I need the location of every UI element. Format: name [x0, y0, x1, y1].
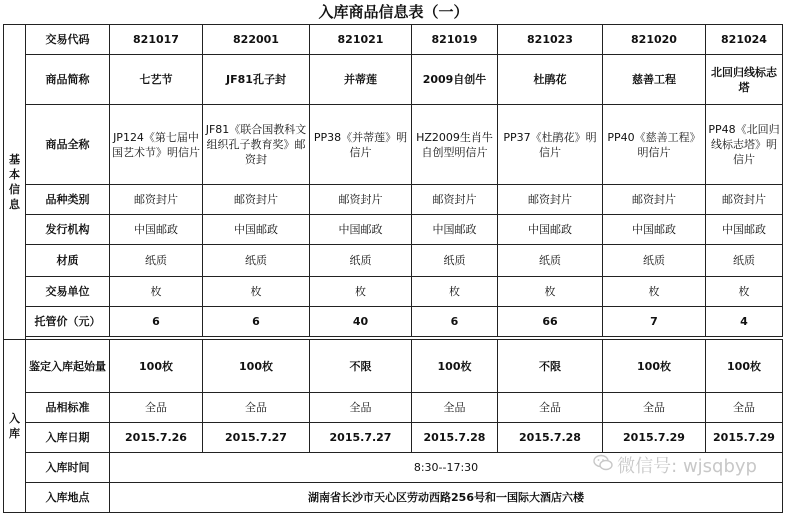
- cell-code: 821024: [706, 25, 783, 55]
- row-date: [4, 423, 783, 453]
- cell-min-qty: 100枚: [706, 340, 783, 393]
- cell-issuer: 中国邮政: [706, 215, 783, 245]
- cell-date: 2015.7.27: [310, 423, 412, 453]
- row-price: [4, 307, 783, 337]
- cell-date: 2015.7.27: [203, 423, 310, 453]
- label-issuer: 发行机构: [26, 215, 110, 245]
- row-short-name: [4, 55, 783, 105]
- cell-short-name: 七艺节: [110, 55, 203, 105]
- cell-min-qty: 100枚: [603, 340, 706, 393]
- cell-place: 湖南省长沙市天心区劳动西路256号和一国际大酒店六楼: [110, 483, 783, 513]
- cell-short-name: JF81孔子封: [203, 55, 310, 105]
- row-material: [4, 245, 783, 277]
- cell-material: 纸质: [203, 245, 310, 277]
- cell-issuer: 中国邮政: [498, 215, 603, 245]
- cell-issuer: 中国邮政: [412, 215, 498, 245]
- cell-material: 纸质: [412, 245, 498, 277]
- cell-price: 6: [110, 307, 203, 337]
- cell-date: 2015.7.29: [603, 423, 706, 453]
- cell-code: 821023: [498, 25, 603, 55]
- cell-unit: 枚: [203, 277, 310, 307]
- row-issuer: [4, 215, 783, 245]
- cell-code: 822001: [203, 25, 310, 55]
- cell-unit: 枚: [603, 277, 706, 307]
- label-unit: 交易单位: [26, 277, 110, 307]
- cell-full-name: PP37《杜鹃花》明信片: [498, 105, 603, 185]
- watermark-text: 微信号: wjsqbyp: [617, 456, 757, 477]
- cell-price: 4: [706, 307, 783, 337]
- cell-min-qty: 100枚: [110, 340, 203, 393]
- cell-category: 邮资封片: [412, 185, 498, 215]
- cell-min-qty: 100枚: [412, 340, 498, 393]
- cell-unit: 枚: [110, 277, 203, 307]
- section-basic-info: 基 本 信 息: [4, 25, 26, 340]
- row-place: [4, 483, 783, 513]
- cell-issuer: 中国邮政: [203, 215, 310, 245]
- cell-code: 821017: [110, 25, 203, 55]
- cell-category: 邮资封片: [110, 185, 203, 215]
- cell-grade: 全品: [706, 393, 783, 423]
- cell-date: 2015.7.26: [110, 423, 203, 453]
- label-date: 入库日期: [26, 423, 110, 453]
- label-min-qty: 鉴定入库起始量: [26, 340, 110, 393]
- label-short-name: 商品简称: [26, 55, 110, 105]
- row-grade: [4, 393, 783, 423]
- wechat-watermark: [593, 452, 757, 478]
- product-info-table: [3, 24, 783, 513]
- cell-price: 6: [203, 307, 310, 337]
- label-code: 交易代码: [26, 25, 110, 55]
- cell-full-name: JP124《第七届中国艺术节》明信片: [110, 105, 203, 185]
- cell-price: 66: [498, 307, 603, 337]
- cell-unit: 枚: [412, 277, 498, 307]
- cell-code: 821021: [310, 25, 412, 55]
- label-price: 托管价（元）: [26, 307, 110, 337]
- cell-full-name: PP40《慈善工程》明信片: [603, 105, 706, 185]
- cell-category: 邮资封片: [203, 185, 310, 215]
- cell-code: 821020: [603, 25, 706, 55]
- page-title: 入库商品信息表（一）: [318, 3, 469, 21]
- cell-short-name: 2009自创牛: [412, 55, 498, 105]
- cell-date: 2015.7.28: [498, 423, 603, 453]
- cell-grade: 全品: [310, 393, 412, 423]
- cell-grade: 全品: [498, 393, 603, 423]
- cell-grade: 全品: [412, 393, 498, 423]
- label-grade: 品相标准: [26, 393, 110, 423]
- row-full-name: [4, 105, 783, 185]
- cell-grade: 全品: [203, 393, 310, 423]
- cell-unit: 枚: [310, 277, 412, 307]
- label-material: 材质: [26, 245, 110, 277]
- cell-issuer: 中国邮政: [310, 215, 412, 245]
- cell-min-qty: 不限: [310, 340, 412, 393]
- cell-material: 纸质: [603, 245, 706, 277]
- wechat-icon: [593, 454, 613, 476]
- cell-date: 2015.7.28: [412, 423, 498, 453]
- cell-short-name: 并蒂莲: [310, 55, 412, 105]
- cell-date: 2015.7.29: [706, 423, 783, 453]
- cell-category: 邮资封片: [706, 185, 783, 215]
- cell-short-name: 杜鹃花: [498, 55, 603, 105]
- label-time: 入库时间: [26, 453, 110, 483]
- cell-category: 邮资封片: [498, 185, 603, 215]
- cell-short-name: 北回归线标志塔: [706, 55, 783, 105]
- cell-grade: 全品: [110, 393, 203, 423]
- row-code: [4, 25, 783, 55]
- cell-material: 纸质: [110, 245, 203, 277]
- cell-price: 40: [310, 307, 412, 337]
- cell-material: 纸质: [310, 245, 412, 277]
- cell-issuer: 中国邮政: [603, 215, 706, 245]
- label-category: 品种类别: [26, 185, 110, 215]
- cell-code: 821019: [412, 25, 498, 55]
- row-min-qty: [4, 340, 783, 393]
- row-unit: [4, 277, 783, 307]
- cell-min-qty: 100枚: [203, 340, 310, 393]
- cell-issuer: 中国邮政: [110, 215, 203, 245]
- cell-category: 邮资封片: [603, 185, 706, 215]
- cell-full-name: PP38《并蒂莲》明信片: [310, 105, 412, 185]
- cell-short-name: 慈善工程: [603, 55, 706, 105]
- cell-time: 8:30--17:30: [110, 453, 783, 483]
- cell-price: 6: [412, 307, 498, 337]
- row-category: [4, 185, 783, 215]
- cell-full-name: JF81《联合国教科文组织孔子教育奖》邮资封: [203, 105, 310, 185]
- cell-material: 纸质: [498, 245, 603, 277]
- cell-full-name: PP48《北回归线标志塔》明信片: [706, 105, 783, 185]
- section-storage: 入 库: [4, 340, 26, 513]
- label-full-name: 商品全称: [26, 105, 110, 185]
- cell-material: 纸质: [706, 245, 783, 277]
- cell-unit: 枚: [706, 277, 783, 307]
- cell-grade: 全品: [603, 393, 706, 423]
- cell-price: 7: [603, 307, 706, 337]
- label-place: 入库地点: [26, 483, 110, 513]
- cell-min-qty: 不限: [498, 340, 603, 393]
- cell-full-name: HZ2009生肖牛自创型明信片: [412, 105, 498, 185]
- cell-category: 邮资封片: [310, 185, 412, 215]
- cell-unit: 枚: [498, 277, 603, 307]
